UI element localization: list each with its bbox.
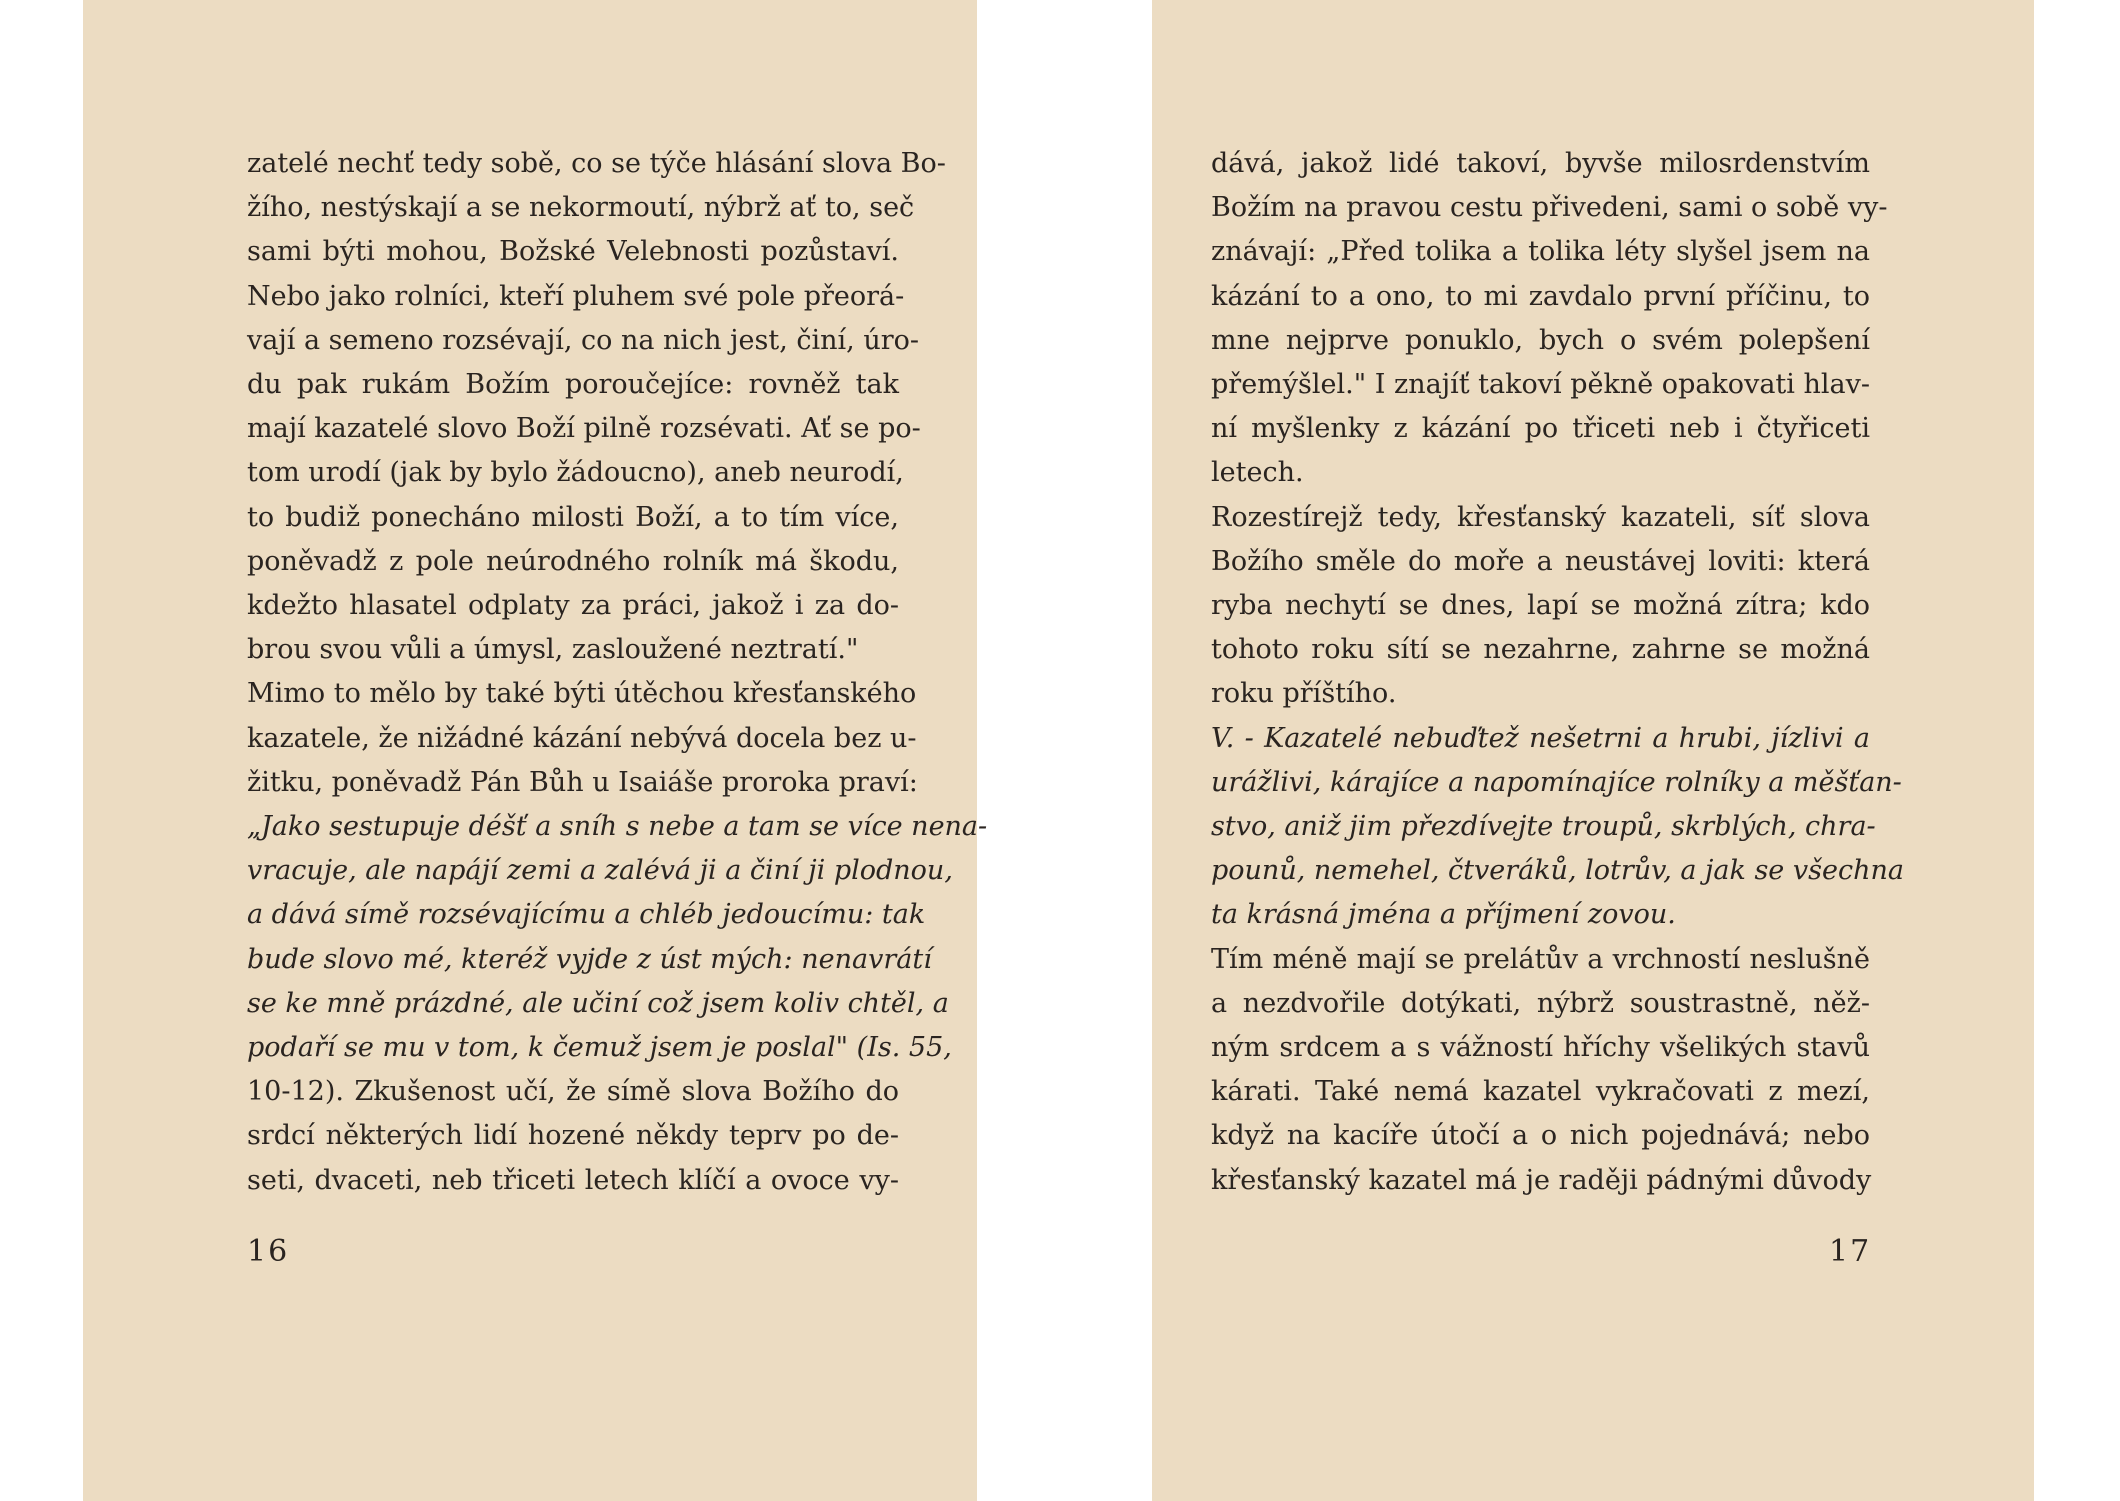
text-line: ným srdcem a s vážností hříchy všelikých stavů [1211, 1032, 1870, 1064]
text-line: du pak rukám Božím poroučejíce: rovněž tak [247, 369, 899, 401]
text-line: pounů, nemehel, čtveráků, lotrův, a jak se všechna [1211, 855, 1904, 887]
text-line: bude slovo mé, kteréž vyjde z úst mých: nenavrátí [247, 943, 932, 975]
text-line: Tím méně mají se prelátův a vrchností neslušně [1211, 943, 1870, 975]
text-line: vají a semeno rozsévají, co na nich jest, činí, úro- [247, 324, 919, 356]
text-line: V. - Kazatelé nebuďtež nešetrni a hrubi, jízlivi a [1211, 722, 1870, 754]
text-line: ní myšlenky z kázání po třiceti neb i čtyřiceti [1211, 413, 1870, 445]
text-line: stvo, aniž jim přezdívejte troupů, skrblých, chra- [1211, 811, 1876, 843]
text-line: a dává símě rozsévajícímu a chléb jedoucímu: tak [247, 899, 926, 931]
text-line: „Jako sestupuje déšť a sníh s nebe a tam se více nena- [247, 811, 988, 843]
left-page-text [247, 142, 988, 1203]
text-line: srdcí některých lidí hozené někdy teprv po de- [247, 1120, 899, 1152]
right-page-text [1211, 142, 1904, 1203]
text-line: poněvadž z pole neúrodného rolník má škodu, [247, 545, 899, 577]
text-line: 10-12). Zkušenost učí, že símě slova Božího do [247, 1076, 899, 1108]
text-line: sami býti mohou, Božské Velebnosti pozůstaví. [247, 236, 899, 268]
text-line: brou svou vůli a úmysl, zasloužené neztratí." [247, 634, 859, 666]
text-line: urážlivi, kárajíce a napomínajíce rolníky a měšťan- [1211, 766, 1902, 798]
text-line: letech. [1211, 457, 1304, 489]
text-line: tom urodí (jak by bylo žádoucno), aneb neurodí, [247, 457, 904, 489]
text-line: Mimo to mělo by také býti útěchou křesťanského [247, 678, 917, 710]
text-line: ryba nechytí se dnes, lapí se možná zítra; kdo [1211, 590, 1870, 622]
text-line: vracuje, ale napájí zemi a zalévá ji a činí ji plodnou, [247, 855, 953, 887]
text-line: mají kazatelé slovo Boží pilně rozsévati. Ať se po- [247, 413, 921, 445]
text-line: přemýšlel." I znajíť takoví pěkně opakovati hlav- [1211, 369, 1870, 401]
text-line: ta krásná jména a příjmení zovou. [1211, 899, 1676, 931]
text-line: křesťanský kazatel má je raději pádnými důvody [1211, 1164, 1872, 1196]
right-page [1152, 0, 2034, 1501]
text-line: kázání to a ono, to mi zavdalo první příčinu, to [1211, 280, 1870, 312]
text-line: podaří se mu v tom, k čemuž jsem je poslal" (Is. 55, [247, 1032, 952, 1064]
text-line: kárati. Také nemá kazatel vykračovati z mezí, [1211, 1076, 1870, 1108]
text-line: kdežto hlasatel odplaty za práci, jakož i za do- [247, 590, 899, 622]
text-line: seti, dvaceti, neb třiceti letech klíčí a ovoce vy- [247, 1164, 899, 1196]
text-line: tohoto roku sítí se nezahrne, zahrne se možná [1211, 634, 1870, 666]
text-line: žího, nestýskají a se nekormoutí, nýbrž ať to, seč [247, 192, 915, 224]
text-line: Božím na pravou cestu přivedeni, sami o sobě vy- [1211, 192, 1888, 224]
text-line: Božího směle do moře a neustávej loviti: která [1211, 545, 1870, 577]
text-line: roku příštího. [1211, 678, 1397, 710]
text-line: Rozestírejž tedy, křesťanský kazateli, síť slova [1211, 501, 1870, 533]
text-line: Nebo jako rolníci, kteří pluhem své pole přeorá- [247, 280, 905, 312]
right-page-number: 17 [1829, 1234, 1872, 1269]
text-line: dává, jakož lidé takoví, byvše milosrdenstvím [1211, 148, 1870, 179]
text-line: to budiž ponecháno milosti Boží, a to tím více, [247, 501, 899, 533]
text-line: znávají: „Před tolika a tolika léty slyšel jsem na [1211, 236, 1870, 268]
text-line: když na kacíře útočí a o nich pojednává; nebo [1211, 1120, 1870, 1152]
text-line: žitku, poněvadž Pán Bůh u Isaiáše proroka praví: [247, 766, 918, 798]
left-page [83, 0, 988, 1501]
text-line: se ke mně prázdné, ale učiní což jsem koliv chtěl, a [247, 987, 949, 1019]
text-line: zatelé nechť tedy sobě, co se týče hlásání slova Bo- [247, 148, 946, 179]
left-page-number: 16 [247, 1234, 290, 1269]
text-line: a nezdvořile dotýkati, nýbrž soustrastně, něž- [1211, 987, 1870, 1019]
text-line: kazatele, že nižádné kázání nebývá docela bez u- [247, 722, 917, 754]
text-line: mne nejprve ponuklo, bych o svém polepšení [1211, 324, 1870, 356]
